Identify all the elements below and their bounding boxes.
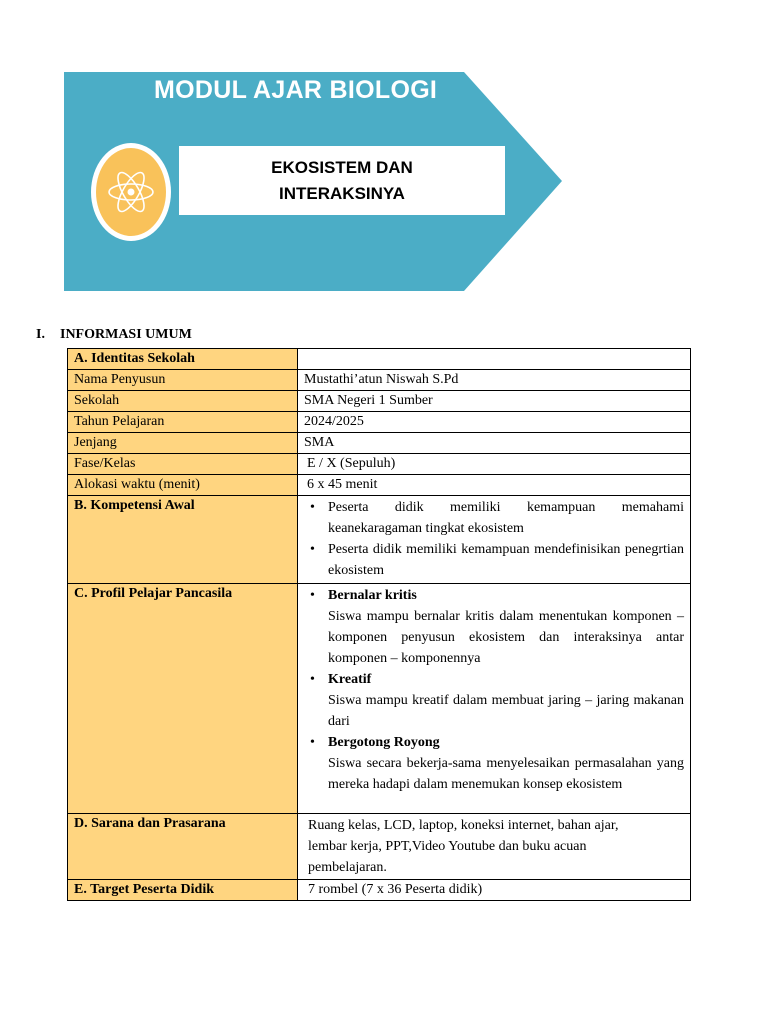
row-label: Sekolah — [68, 391, 298, 412]
table-row-kompetensi — [68, 496, 691, 584]
topic-title-line2: INTERAKSINYA — [279, 183, 405, 203]
row-label: Fase/Kelas — [68, 454, 298, 475]
row-label: Nama Penyusun — [68, 370, 298, 391]
profil-item-desc: Siswa secara bekerja-sama menyelesaikan permasalahan yang mereka hadapi dalam menemukan konsep ekosistem — [328, 756, 684, 792]
header-banner — [64, 72, 562, 291]
target-label: E. Target Peserta Didik — [68, 880, 298, 901]
table-row — [68, 475, 691, 496]
table-row-profil — [68, 584, 691, 814]
row-value: SMA — [298, 433, 691, 454]
kompetensi-value — [298, 496, 691, 584]
profil-item-desc: Siswa mampu bernalar kritis dalam menentukan komponen – komponen penyusun ekosistem dan interaksinya antar komponen – komponennya — [328, 609, 684, 666]
profil-item-title: • Bernalar kritis — [328, 588, 417, 603]
section-title: INFORMASI UMUM — [60, 327, 192, 342]
topic-title-box — [179, 146, 505, 215]
profil-list — [304, 585, 684, 795]
identitas-label: A. Identitas Sekolah — [68, 349, 298, 370]
module-title: MODUL AJAR BIOLOGI — [154, 76, 438, 104]
profil-value — [298, 584, 691, 814]
table-row — [68, 412, 691, 433]
kompetensi-list — [304, 497, 684, 581]
row-value: Mustathi’atun Niswah S.Pd — [298, 370, 691, 391]
list-item: • Peserta didik memiliki kemampuan mendefinisikan penegrtian ekosistem — [304, 539, 684, 581]
list-item — [304, 585, 684, 669]
profil-label: C. Profil Pelajar Pancasila — [68, 584, 298, 814]
table-row-sarana — [68, 814, 691, 880]
kompetensi-label: B. Kompetensi Awal — [68, 496, 298, 584]
info-table — [67, 348, 691, 901]
row-value: 6 x 45 menit — [298, 475, 691, 496]
profil-item-desc: Siswa mampu kreatif dalam membuat jaring – jaring makanan dari — [328, 693, 684, 729]
table-row-target — [68, 880, 691, 901]
identitas-value — [298, 349, 691, 370]
row-label: Tahun Pelajaran — [68, 412, 298, 433]
table-row — [68, 454, 691, 475]
sarana-value: Ruang kelas, LCD, laptop, koneksi internet, bahan ajar, lembar kerja, PPT,Video Youtube dan buku acuan pembelajaran. — [298, 814, 691, 880]
topic-title — [271, 155, 413, 207]
row-label: Alokasi waktu (menit) — [68, 475, 298, 496]
profil-item-title: • Bergotong Royong — [328, 735, 440, 750]
row-value: 2024/2025 — [298, 412, 691, 433]
table-row — [68, 349, 691, 370]
row-value: SMA Negeri 1 Sumber — [298, 391, 691, 412]
row-label: Jenjang — [68, 433, 298, 454]
list-item: • Peserta didik memiliki kemampuan memahami keanekaragaman tingkat ekosistem — [304, 497, 684, 539]
section-number: I. — [36, 327, 45, 342]
table-row — [68, 370, 691, 391]
topic-title-line1: EKOSISTEM DAN — [271, 157, 413, 177]
table-row — [68, 391, 691, 412]
sarana-label: D. Sarana dan Prasarana — [68, 814, 298, 880]
atom-icon — [90, 142, 172, 242]
profil-item-title: • Kreatif — [328, 672, 372, 687]
target-value: 7 rombel (7 x 36 Peserta didik) — [298, 880, 691, 901]
list-item — [304, 669, 684, 732]
table-row — [68, 433, 691, 454]
row-value: E / X (Sepuluh) — [298, 454, 691, 475]
section-heading — [36, 327, 192, 343]
list-item — [304, 732, 684, 795]
